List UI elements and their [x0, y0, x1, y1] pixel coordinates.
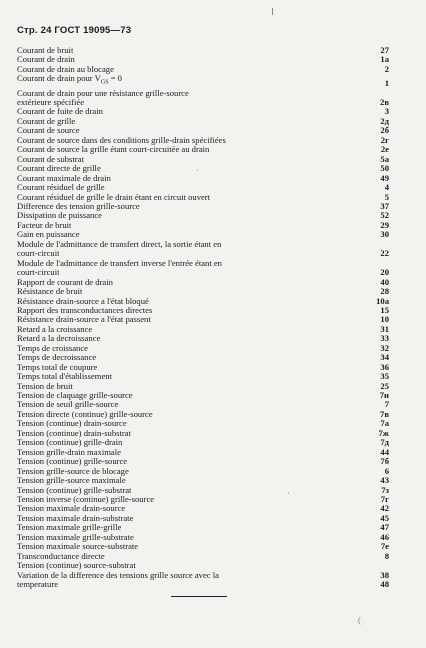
index-entry — [17, 561, 389, 570]
index-entry — [17, 495, 389, 504]
entry-term: Courant directe de grille — [17, 164, 101, 174]
index-entry — [17, 486, 389, 495]
index-entry — [17, 552, 389, 561]
entry-number: 28 — [380, 286, 389, 297]
index-entry — [17, 514, 389, 523]
entry-number: 7б — [380, 456, 389, 467]
index-entry — [17, 382, 389, 391]
index-entry — [17, 202, 389, 211]
closing-rule — [171, 596, 227, 597]
entry-number: 25 — [380, 380, 389, 391]
entry-term: Tension (continue) grille-drain — [17, 438, 123, 448]
index-entry — [17, 46, 389, 55]
entry-term: court-circuit — [17, 268, 60, 278]
index-entry — [17, 419, 389, 428]
index-entry — [17, 306, 389, 315]
entry-term: Tension directe (continue) grille-source — [17, 409, 153, 419]
margin-mark: ´ — [196, 168, 199, 178]
entry-number: 7е — [380, 541, 389, 552]
index-entry — [17, 136, 389, 145]
entry-number: 30 — [380, 229, 389, 240]
entry-number: 7ж — [378, 427, 389, 438]
entry-number: 2е — [380, 144, 389, 155]
entry-term: Résistance drain-source a l'état passent — [17, 315, 151, 325]
entry-term: Courant résiduel de grille — [17, 183, 105, 193]
entry-number: 5 — [384, 191, 389, 202]
entry-number: 10а — [376, 295, 389, 306]
index-entry — [17, 372, 389, 381]
entry-term: Tension grille-source maximale — [17, 476, 126, 486]
entry-term: Résistance drain-source a l'état bloqué — [17, 296, 149, 306]
entry-term: Difference des tension grille-source — [17, 201, 140, 211]
entry-term: Courant de fuite de drain — [17, 107, 103, 117]
entry-number: 2б — [380, 125, 389, 136]
entry-number: 20 — [380, 267, 389, 278]
margin-mark: ( — [358, 615, 361, 625]
entry-number: 2г — [380, 134, 389, 145]
index-entry — [17, 221, 389, 230]
entry-term: Dissipation de puissance — [17, 211, 102, 221]
index-entry — [17, 89, 389, 98]
index-entries — [17, 46, 389, 590]
entry-term: Variation de la difference des tensions grille source avec la — [17, 570, 219, 580]
index-entry — [17, 268, 389, 277]
entry-term: Transconductance directe — [17, 551, 105, 561]
entry-term: Temps total d'établissement — [17, 372, 112, 382]
index-entry — [17, 391, 389, 400]
index-entry — [17, 504, 389, 513]
entry-number: 2в — [380, 96, 389, 107]
entry-term: Tension (continue) grille-substrat — [17, 485, 132, 495]
index-entry — [17, 74, 389, 88]
entry-term: Tension grille-source de blocage — [17, 466, 129, 476]
entry-number: 31 — [380, 323, 389, 334]
entry-term: extérieure spécifiée — [17, 97, 85, 107]
index-entry — [17, 571, 389, 580]
entry-term: Tension maximale grille-substrate — [17, 532, 134, 542]
entry-number: 36 — [380, 361, 389, 372]
entry-term: Temps de croissance — [17, 343, 88, 353]
entry-number: 7з — [381, 484, 389, 495]
entry-term: Retard a la decroissance — [17, 334, 101, 344]
top-tick-mark — [272, 8, 273, 15]
entry-term: Courant de drain — [17, 55, 75, 65]
entry-term: court-circuit — [17, 249, 60, 259]
entry-number: 7а — [380, 418, 389, 429]
entry-number: 27 — [380, 45, 389, 55]
index-entry — [17, 193, 389, 202]
index-entry — [17, 363, 389, 372]
index-entry — [17, 183, 389, 192]
entry-number: 7г — [380, 494, 389, 505]
entry-number: 33 — [380, 333, 389, 344]
entry-number: 37 — [380, 200, 389, 211]
index-entry — [17, 315, 389, 324]
entry-term: Rapport de courant de drain — [17, 277, 113, 287]
entry-number: 2 — [384, 63, 389, 74]
entry-term: Tension maximale grille-grille — [17, 523, 122, 533]
index-entry — [17, 325, 389, 334]
index-entry — [17, 107, 389, 116]
index-entry — [17, 523, 389, 532]
entry-number: 6 — [384, 465, 389, 476]
entry-term: Tension de bruit — [17, 381, 73, 391]
entry-number: 4 — [384, 182, 389, 193]
entry-term: Courant de bruit — [17, 46, 74, 55]
entry-number: 7и — [379, 390, 389, 401]
entry-number: 7в — [380, 408, 389, 419]
entry-term: Tension (continue) source-substrat — [17, 561, 136, 571]
index-entry — [17, 344, 389, 353]
entry-number: 7 — [384, 399, 389, 410]
entry-term: Facteur de bruit — [17, 220, 72, 230]
index-entry — [17, 476, 389, 485]
entry-term: Tension maximale drain-source — [17, 504, 126, 514]
index-entry — [17, 240, 389, 249]
entry-number: 42 — [380, 503, 389, 514]
index-entry — [17, 410, 389, 419]
entry-number: 8 — [384, 550, 389, 561]
index-entry — [17, 155, 389, 164]
entry-term: Tension de seuil grille-source — [17, 400, 119, 410]
index-entry — [17, 278, 389, 287]
index-entry — [17, 467, 389, 476]
entry-number: 52 — [380, 210, 389, 221]
entry-term: Tension grille-drain maximale — [17, 447, 121, 457]
index-entry — [17, 400, 389, 409]
index-entry — [17, 174, 389, 183]
index-entry — [17, 145, 389, 154]
index-entry — [17, 429, 389, 438]
entry-term: Module de l'admittance de transfert inverse l'entrée étant en — [17, 258, 222, 268]
index-entry — [17, 117, 389, 126]
entry-number: 49 — [380, 172, 389, 183]
entry-term: Tension (continue) drain-source — [17, 419, 127, 429]
index-entry — [17, 542, 389, 551]
entry-number: 2д — [380, 115, 389, 126]
entry-term: Courant de substrat — [17, 154, 84, 164]
index-entry — [17, 211, 389, 220]
entry-number: 45 — [380, 512, 389, 523]
entry-number: 46 — [380, 531, 389, 542]
entry-number: 22 — [380, 248, 389, 259]
entry-number: 32 — [380, 342, 389, 353]
index-entry — [17, 287, 389, 296]
entry-number: 10 — [380, 314, 389, 325]
entry-term: Retard a la croissance — [17, 324, 93, 334]
entry-number: 15 — [380, 304, 389, 315]
entry-term: Courant de drain au blocage — [17, 64, 114, 74]
entry-number: 1а — [380, 54, 389, 65]
entry-term: Courant maximale de drain — [17, 173, 111, 183]
margin-mark: · — [287, 488, 290, 498]
entry-number: 38 — [380, 569, 389, 580]
entry-term: Courant de grille — [17, 116, 76, 126]
index-entry — [17, 126, 389, 135]
entry-term: Tension (continue) grille-source — [17, 457, 128, 467]
index-entry — [17, 297, 389, 306]
entry-number: 3 — [384, 106, 389, 117]
entry-term: Tension maximale source-substrate — [17, 542, 139, 552]
entry-number: 48 — [380, 579, 389, 590]
entry-term: Courant de source la grille étant court-circuitée au drain — [17, 145, 210, 155]
page-header: Стр. 24 ГОСТ 19095—73 — [17, 25, 132, 36]
entry-term: Temps de decroissance — [17, 353, 97, 363]
entry-number: 5а — [380, 153, 389, 164]
entry-term: Tension (continue) drain-substrat — [17, 428, 131, 438]
index-entry — [17, 164, 389, 173]
index-entry — [17, 353, 389, 362]
entry-term: Courant de drain pour une résistance grille-source — [17, 88, 189, 98]
entry-term: Module de l'admittance de transfert direct, la sortie étant en — [17, 239, 222, 249]
index-entry — [17, 334, 389, 343]
index-entry — [17, 448, 389, 457]
index-entry — [17, 533, 389, 542]
index-entry — [17, 55, 389, 64]
entry-term: Résistance de bruit — [17, 287, 83, 297]
index-entry — [17, 259, 389, 268]
entry-number: 7д — [380, 437, 389, 448]
index-entry — [17, 249, 389, 258]
entry-term: Tension maximale drain-substrate — [17, 513, 134, 523]
index-entry — [17, 457, 389, 466]
entry-term: Temps total de coupure — [17, 362, 98, 372]
entry-number: 1 — [384, 78, 389, 89]
entry-term: Tension inverse (continue) grille-source — [17, 495, 155, 505]
entry-term: Courant résiduel de grille le drain étant en circuit ouvert — [17, 192, 211, 202]
entry-term: Courant de source dans des conditions grille-drain spécifiées — [17, 135, 226, 145]
entry-term: temperature — [17, 580, 59, 590]
index-entry — [17, 98, 389, 107]
index-entry — [17, 230, 389, 239]
entry-term: Courant de drain pour $V_{GS} = 0$ — [17, 74, 122, 87]
index-entry — [17, 65, 389, 74]
entry-number: 44 — [380, 446, 389, 457]
entry-term: Gain en puissance — [17, 230, 80, 240]
entry-term: Tension de claquage grille-source — [17, 391, 133, 401]
entry-number: 29 — [380, 219, 389, 230]
entry-number: 47 — [380, 522, 389, 533]
entry-number: 50 — [380, 163, 389, 174]
entry-term: Courant de source — [17, 126, 80, 136]
index-entry — [17, 580, 389, 589]
index-entry — [17, 438, 389, 447]
entry-term: Rapport des transconductances directes — [17, 305, 153, 315]
entry-number: 43 — [380, 475, 389, 486]
entry-number: 40 — [380, 276, 389, 287]
entry-number: 35 — [380, 371, 389, 382]
entry-number: 34 — [380, 352, 389, 363]
